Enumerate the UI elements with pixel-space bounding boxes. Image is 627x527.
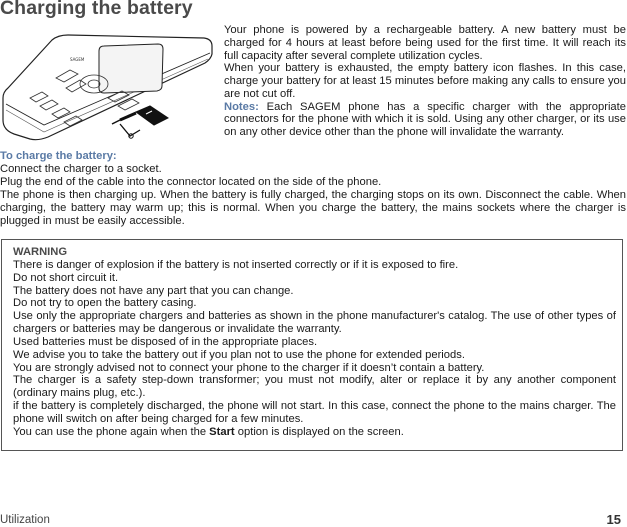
warning-line: We advise you to take the battery out if you plan not to use the phone for extended periods. [13,348,465,361]
notes-label: Notes: [224,100,259,113]
notes-paragraph [224,101,626,139]
warning-line: You are strongly advised not to connect your phone to the charger if it doesn’t contain a battery. [13,361,485,374]
warning-line: The battery does not have any part that you can change. [13,284,294,297]
instruction-line: Plug the end of the cable into the connector located on the side of the phone. [0,176,382,188]
last-line-prefix: You can use the phone again when the [13,425,210,438]
section-heading: To charge the battery: [0,150,117,162]
svg-text:SAGEM: SAGEM [70,57,85,62]
page-number: 15 [606,512,621,527]
warning-line: if the battery is completely discharged, the phone will not start. In this case, connect the phone to the mains charger. The phone will switch on after being charged for a few minutes. [13,400,616,425]
instruction-line: Connect the charger to a socket. [0,163,162,175]
warning-line: There is danger of explosion if the battery is not inserted correctly or if it is exposed to fire. [13,258,459,271]
warning-box [1,239,623,451]
warning-line: Use only the appropriate chargers and batteries as shown in the phone manufacturer's catalog. The use of other types of chargers or batteries may be dangerous or invalidate the warranty. [13,310,616,336]
warning-line: Do not try to open the battery casing. [13,297,197,310]
intro-paragraph: When your battery is exhausted, the empty battery icon flashes. In this case, charge your battery for at least 15 minutes before making any calls to ensure you are not cut off. [224,62,626,100]
warning-content [13,246,616,439]
instruction-line: The phone is then charging up. When the battery is fully charged, the charging stops on its own. Disconnect the cable. When charging, the battery may warm up; this is normal. When you charge the battery, the mains sockets where the charger is plugged in must be easily accessible. [0,189,626,227]
intro-text [224,24,626,139]
page-title: Charging the battery [0,0,193,19]
warning-line-last [13,426,616,439]
warning-title: WARNING [13,246,68,258]
start-option-label: Start [209,425,235,438]
warning-line: The charger is a safety step-down transformer; you must not modify, alter or replace it by any another component (ordinary mains plug, etc.). [13,374,616,400]
phone-charging-illustration [0,26,215,144]
warning-line: Do not short circuit it. [13,271,119,284]
intro-paragraph: Your phone is powered by a rechargeable battery. A new battery must be charged for 4 hours at least before being used for the first time. It will reach its full capacity after several complete utilization cycles. [224,24,626,62]
last-line-suffix: option is displayed on the screen. [234,425,404,438]
charge-instructions [0,150,626,228]
warning-line: Used batteries must be disposed of in the appropriate places. [13,335,318,348]
footer-section-name: Utilization [0,514,50,526]
notes-text: Each SAGEM phone has a specific charger with the appropriate connectors for the phone with which it is sold. Using any other charger, or its use on any other device other than the phone will invalidate the warranty. [224,100,626,138]
